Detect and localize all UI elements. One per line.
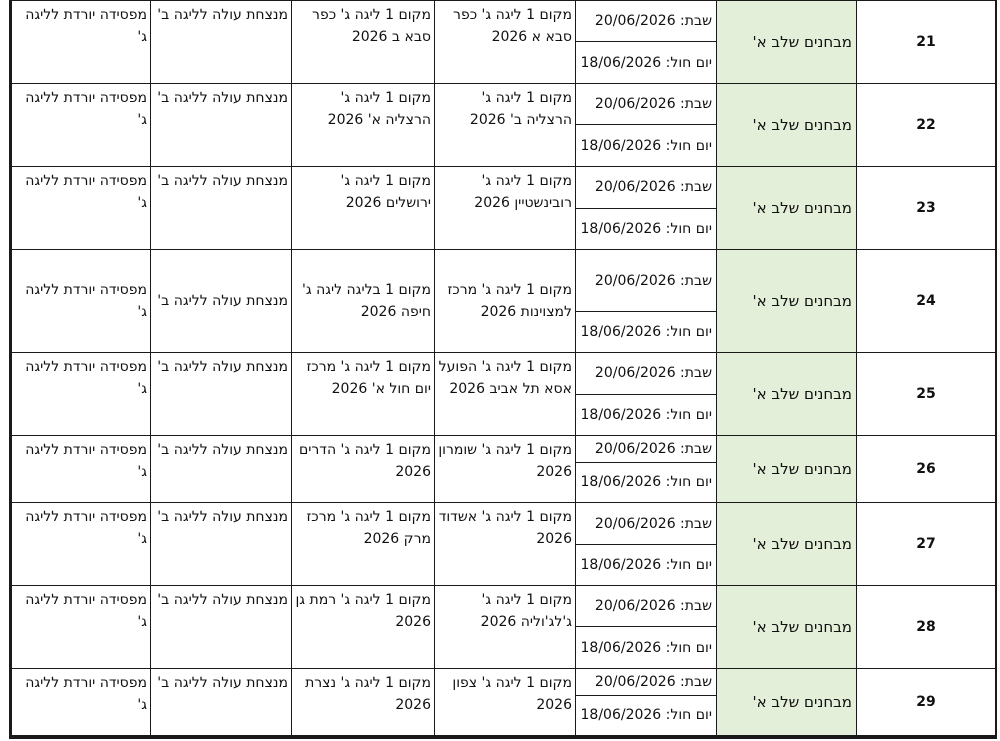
game-number: 24 (857, 249, 996, 352)
winner-note: מנצחת עולה לליגה ב' (151, 353, 292, 435)
team-b: מקום 1 ליגה ג' מרכז יום חול א' 2026 (292, 353, 435, 435)
stage-cell: מבחנים שלב א' (717, 353, 857, 435)
team-b: מקום 1 ליגה ג' הרצליה א' 2026 (292, 84, 435, 166)
date-weekday: יום חול: 18/06/2026 (576, 545, 717, 586)
game-number: 28 (857, 586, 996, 668)
date-weekday: יום חול: 18/06/2026 (576, 208, 717, 249)
date-saturday: שבת: 20/06/2026 (576, 1, 717, 42)
game-number: 21 (857, 1, 996, 84)
team-b: מקום 1 ליגה ג' מרכז מרק 2026 (292, 502, 435, 585)
winner-note: מנצחת עולה לליגה ב' (151, 249, 292, 352)
game-number: 25 (857, 353, 996, 435)
date-saturday: שבת: 20/06/2026 (576, 435, 717, 462)
schedule-sheet (9, 0, 997, 739)
team-a: מקום 1 ליגה ג' מרכז למצוינות 2026 (435, 249, 576, 352)
loser-note: מפסידה יורדת לליגה ג' (12, 586, 151, 668)
stage-cell: מבחנים שלב א' (717, 1, 857, 84)
team-a: מקום 1 ליגה ג' הפועל אסא תל אביב 2026 (435, 353, 576, 435)
winner-note: מנצחת עולה לליגה ב' (151, 1, 292, 84)
stage-cell: מבחנים שלב א' (717, 435, 857, 502)
winner-note: מנצחת עולה לליגה ב' (151, 84, 292, 166)
stage-cell: מבחנים שלב א' (717, 586, 857, 668)
date-saturday: שבת: 20/06/2026 (576, 249, 717, 311)
team-a: מקום 1 ליגה ג' כפר סבא א 2026 (435, 1, 576, 84)
date-saturday: שבת: 20/06/2026 (576, 166, 717, 208)
date-saturday: שבת: 20/06/2026 (576, 668, 717, 695)
stage-cell: מבחנים שלב א' (717, 249, 857, 352)
date-weekday: יום חול: 18/06/2026 (576, 627, 717, 668)
winner-note: מנצחת עולה לליגה ב' (151, 166, 292, 249)
loser-note: מפסידה יורדת לליגה ג' (12, 353, 151, 435)
game-number: 23 (857, 166, 996, 249)
stage-cell: מבחנים שלב א' (717, 502, 857, 585)
winner-note: מנצחת עולה לליגה ב' (151, 586, 292, 668)
team-b: מקום 1 ליגה ג' רמת גן 2026 (292, 586, 435, 668)
date-saturday: שבת: 20/06/2026 (576, 586, 717, 627)
loser-note: מפסידה יורדת לליגה ג' (12, 166, 151, 249)
winner-note: מנצחת עולה לליגה ב' (151, 435, 292, 502)
game-number: 26 (857, 435, 996, 502)
date-weekday: יום חול: 18/06/2026 (576, 312, 717, 353)
team-a: מקום 1 ליגה ג' רובינשטיין 2026 (435, 166, 576, 249)
team-a: מקום 1 ליגה ג' אשדוד 2026 (435, 502, 576, 585)
date-weekday: יום חול: 18/06/2026 (576, 462, 717, 502)
loser-note: מפסידה יורדת לליגה ג' (12, 502, 151, 585)
team-b: מקום 1 ליגה ג' הדרים 2026 (292, 435, 435, 502)
stage-cell: מבחנים שלב א' (717, 166, 857, 249)
team-b: מקום 1 ליגה ג' ירושלים 2026 (292, 166, 435, 249)
team-a: מקום 1 ליגה ג' הרצליה ב' 2026 (435, 84, 576, 166)
team-b: מקום 1 ליגה ג' נצרת 2026 (292, 668, 435, 735)
loser-note: מפסידה יורדת לליגה ג' (12, 1, 151, 84)
date-weekday: יום חול: 18/06/2026 (576, 42, 717, 84)
loser-note: מפסידה יורדת לליגה ג' (12, 84, 151, 166)
date-weekday: יום חול: 18/06/2026 (576, 394, 717, 435)
team-a: מקום 1 ליגה ג' צפון 2026 (435, 668, 576, 735)
loser-note: מפסידה יורדת לליגה ג' (12, 249, 151, 352)
game-number: 27 (857, 502, 996, 585)
date-weekday: יום חול: 18/06/2026 (576, 695, 717, 735)
game-number: 22 (857, 84, 996, 166)
date-saturday: שבת: 20/06/2026 (576, 353, 717, 394)
team-a: מקום 1 ליגה ג' ג'לג'וליה 2026 (435, 586, 576, 668)
winner-note: מנצחת עולה לליגה ב' (151, 668, 292, 735)
loser-note: מפסידה יורדת לליגה ג' (12, 668, 151, 735)
loser-note: מפסידה יורדת לליגה ג' (12, 435, 151, 502)
date-saturday: שבת: 20/06/2026 (576, 502, 717, 544)
team-b: מקום 1 בליגה ליגה ג' חיפה 2026 (292, 249, 435, 352)
team-a: מקום 1 ליגה ג' שומרון 2026 (435, 435, 576, 502)
date-weekday: יום חול: 18/06/2026 (576, 125, 717, 166)
winner-note: מנצחת עולה לליגה ב' (151, 502, 292, 585)
stage-cell: מבחנים שלב א' (717, 668, 857, 735)
game-number: 29 (857, 668, 996, 735)
team-b: מקום 1 ליגה ג' כפר סבא ב 2026 (292, 1, 435, 84)
stage-cell: מבחנים שלב א' (717, 84, 857, 166)
schedule-table (11, 0, 996, 736)
date-saturday: שבת: 20/06/2026 (576, 84, 717, 125)
